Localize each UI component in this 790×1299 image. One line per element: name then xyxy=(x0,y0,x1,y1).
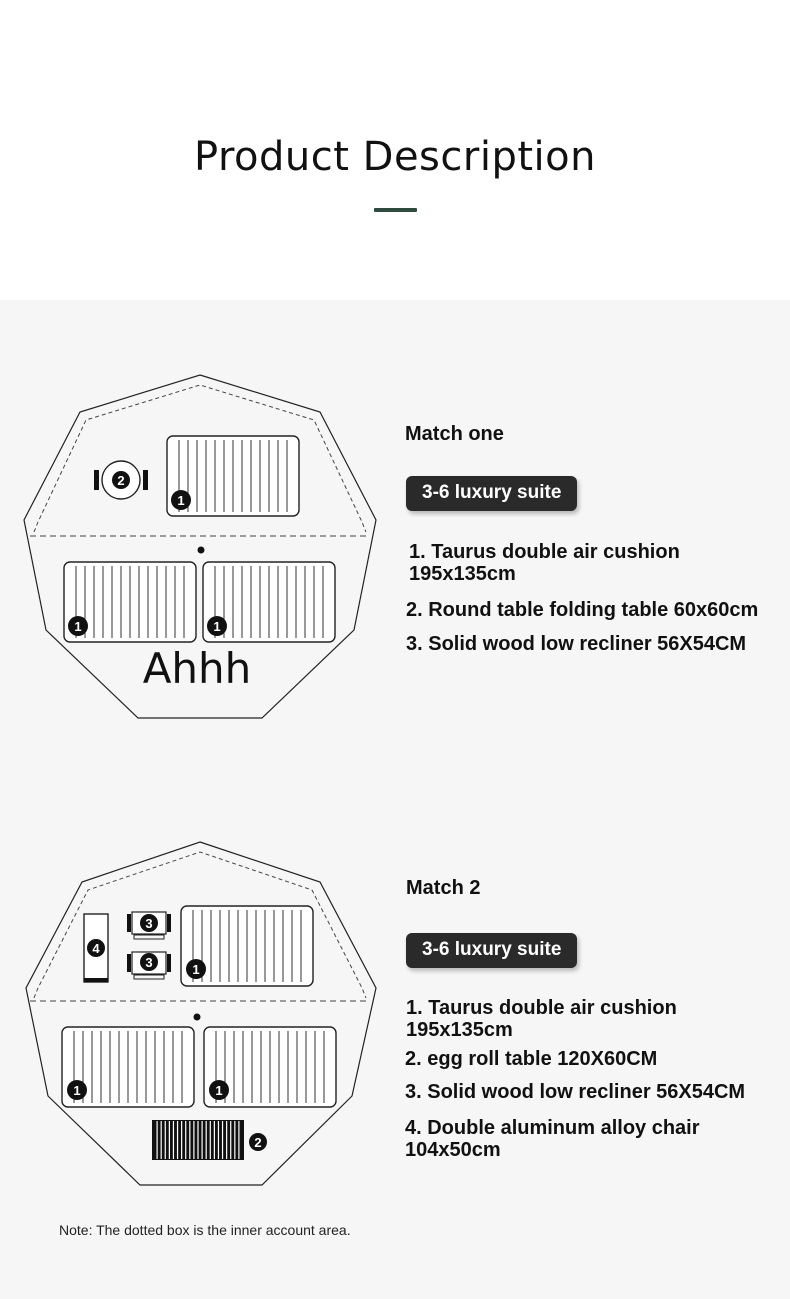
recliner-icon xyxy=(127,952,171,979)
match-two-item-4: 4. Double aluminum alloy chair 104x50cm xyxy=(405,1117,700,1161)
title-accent-bar xyxy=(374,208,417,212)
match-one-title: Match one xyxy=(405,423,504,445)
match-two-diagram xyxy=(0,838,400,1198)
svg-text:1: 1 xyxy=(192,962,200,977)
match-one-diagram xyxy=(0,370,400,730)
page-title: Product Description xyxy=(194,134,596,180)
match-one-item-1: 1. Taurus double air cushion 195x135cm xyxy=(409,541,680,585)
match-two-item-3: 3. Solid wood low recliner 56X54CM xyxy=(405,1081,746,1103)
footnote: Note: The dotted box is the inner account area. xyxy=(59,1222,351,1238)
marker-1 xyxy=(186,959,206,979)
center-pole xyxy=(194,1014,201,1021)
svg-text:2: 2 xyxy=(117,473,125,488)
tent-floorplan-two xyxy=(0,838,400,1198)
match-two-item-2: 2. egg roll table 120X60CM xyxy=(405,1048,658,1070)
svg-text:3: 3 xyxy=(145,955,153,970)
svg-text:2: 2 xyxy=(254,1135,262,1150)
match-two-badge: 3-6 luxury suite xyxy=(406,933,577,968)
svg-text:1: 1 xyxy=(213,619,221,634)
tent-floorplan-one xyxy=(0,370,400,730)
svg-text:1: 1 xyxy=(177,493,185,508)
marker-1 xyxy=(207,616,227,636)
svg-text:4: 4 xyxy=(92,941,100,956)
marker-1 xyxy=(68,616,88,636)
center-pole xyxy=(198,547,205,554)
svg-text:1: 1 xyxy=(74,619,82,634)
marker-1 xyxy=(209,1080,229,1100)
match-one-item-2: 2. Round table folding table 60x60cm xyxy=(406,599,759,621)
svg-text:3: 3 xyxy=(145,916,153,931)
svg-text:1: 1 xyxy=(73,1083,81,1098)
match-one-badge: 3-6 luxury suite xyxy=(406,476,577,511)
svg-text:1: 1 xyxy=(215,1083,223,1098)
match-one-item-3: 3. Solid wood low recliner 56X54CM xyxy=(406,633,747,655)
recliner-icon xyxy=(127,912,171,939)
marker-1 xyxy=(67,1080,87,1100)
double-chair-icon xyxy=(84,914,108,982)
header-section xyxy=(0,0,790,300)
match-two-item-1: 1. Taurus double air cushion 195x135cm xyxy=(406,997,677,1041)
match-two-title: Match 2 xyxy=(406,877,481,899)
diagram-label: Ahhh xyxy=(142,644,252,693)
marker-1 xyxy=(171,490,191,510)
